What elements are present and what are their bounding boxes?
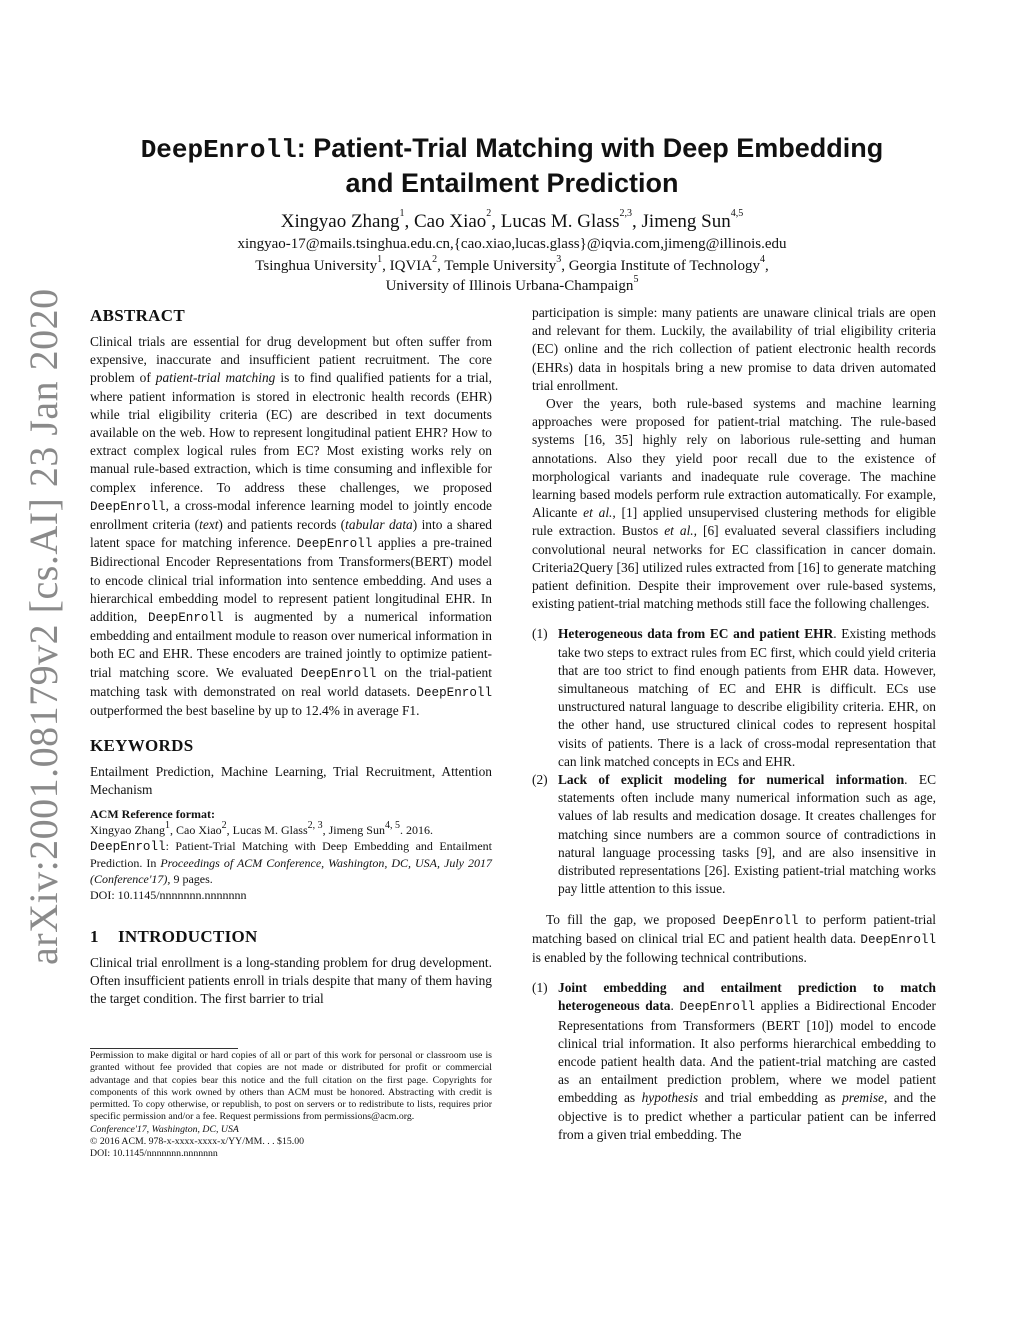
system-name: DeepEnroll [679,1000,756,1015]
affiliation-sup: 3 [556,254,562,265]
text-segment: to perform patient-trial matching based on clinical trial EC and patient health data. [532,911,936,946]
intro-heading [90,925,492,949]
footnote-rule [90,1048,238,1049]
acm-sup: 1 [164,819,170,831]
list-marker: (1) [532,626,548,642]
system-name: DeepEnroll [90,839,166,854]
intro-paragraph-3 [532,911,936,968]
text-segment: [1] applied unsupervised clustering methods for eligible rule extraction. Bustos [532,505,936,539]
challenge-text: . EC statements often include many numerical information such as age, values of lab results and medication dosage. It creates challenges for matching since numbers are a common source of contradictions in natural language processing tasks [9], and are also insensitive in distributed representations [26]. Existing patient-trial matching works pay little attention to this issue. [558,772,936,897]
abstract-segment: , a cross-modal inference learning model to jointly encode enrollment criteria ( [90,497,492,533]
acm-segment: : Patient-Trial Matching with Deep Embedding and Entailment Prediction. In [90,838,492,870]
text-segment: and trial embedding as [698,1090,843,1106]
challenge-list [532,625,936,898]
affiliation-name: Georgia Institute of Technology [568,258,760,274]
challenge-title: Heterogeneous data from EC and patient EHR [558,626,834,642]
section-number: 1 [90,926,99,946]
acm-segment: , Cao Xiao [169,822,222,837]
left-column [90,304,492,1008]
paper-title [60,132,964,200]
system-name: DeepEnroll [860,932,936,947]
text-segment: Over the years, both rule-based systems and machine learning approaches were proposed for patient-trial matching. The rule-based systems [16, 35] highly rely on laborious rule-setting and human annotations. Also they yield poor recall due to the existence of morphological variants and inadequate rule coverage. The machine learning based models perform rule extraction automatically. For example, Alicante [532,396,936,521]
author-sup: 1 [399,208,405,219]
abstract-segment: is augmented by a numerical information embedding and entailment module to reason over numerical information in both EC and EHR. These encoders are trained jointly to optimize patient-trial matching score. We evaluated [90,609,492,680]
title-system-name: DeepEnroll [140,135,297,165]
affiliation-name: University of Illinois Urbana-Champaign [385,278,634,294]
abstract-segment: ) into a shared latent space for matching inference. [90,517,492,551]
author-sup: 2,3 [619,208,633,219]
keywords-heading: KEYWORDS [90,736,194,756]
acm-sup: 2, 3 [307,819,323,831]
list-marker: (1) [532,980,548,996]
abstract-segment: is to find qualified patients for a trial, where patient information is stored in electronic health records (EHR) while trial eligibility criteria (EC) are described in text documents available on the web. How to represent longitudinal patient EHR? How to extract complex logical rules from EC? Most existing works rely on manual rule-based extraction, which is time consuming and inflexible for complex inference. To address these challenges, we proposed [90,370,492,495]
abstract-segment: ) and patients records ( [218,517,346,533]
acm-segment: , Lucas M. Glass [226,822,308,837]
system-name: DeepEnroll [416,685,492,700]
text-emphasis: hypothesis [641,1090,699,1106]
system-name: DeepEnroll [300,666,377,681]
intro-paragraph-1-continued: participation is simple: many patients are unaware clinical trials are open and relevant for them. Luckily, the availability of trial eligibility criteria (EC) online and the rich collection of patient electronic health records (EHRs) data in hospitals bring a new promise to data driven automated trial enrollment. [532,305,936,393]
spacer [532,899,936,911]
author-emails: xingyao-17@mails.tsinghua.edu.cn,{cao.xiao,lucas.glass}@iqvia.com,jimeng@illinois.edu [237,236,787,252]
text-emphasis: et al., [583,505,616,521]
affiliation-sup: 5 [633,274,639,285]
text-segment: is enabled by the following technical contributions. [532,949,807,965]
acm-segment: Xingyao Zhang [90,822,165,837]
title-line1: : Patient-Trial Matching with Deep Embedding [296,133,884,163]
acm-segment: . 2016. [399,822,433,837]
system-name: DeepEnroll [90,499,166,514]
acm-segment: 9 pages. [170,871,213,886]
acm-venue: Proceedings of ACM Conference, Washington, DC, USA, July 2017 (Conference'17), [90,855,492,886]
section-title: INTRODUCTION [118,926,258,946]
abstract-emphasis: text [199,517,219,533]
author-list: Xingyao Zhang$^1$, Cao Xiao$^2$, Lucas M. Glass$^{2,3}$, Jimeng Sun$^{4,5}$ [280,208,744,232]
abstract-segment: Clinical trials are essential for drug development but often suffer from expensive, inaccurate and insufficient patient recruitment. The core problem of [90,334,492,386]
abstract-segment: on the trial-patient matching task with demonstrated on real world datasets. [90,664,492,699]
affiliation-list: Tsinghua University$^1$, IQVIA$^2$, Temple University$^3$, Georgia Institute of Technology$^4$, University of Illinois Urbana-Champaign$^5$ [255,254,769,294]
intro-paragraph-2 [532,395,936,613]
spacer [532,613,936,625]
text-segment: To fill the gap, we proposed [546,911,723,927]
text-segment: . [670,998,680,1014]
abstract-segment: outperformed the best baseline by up to 12.4% in average F1. [90,703,420,719]
challenge-item [532,771,936,898]
abstract-text [90,333,492,720]
system-name: DeepEnroll [148,611,224,626]
affiliation-sup: 4 [759,254,765,265]
intro-paragraph-1: Clinical trial enrollment is a long-standing problem for drug development. Often insufficient patients enroll in trials despite that many of them having the target condition. The first barrier to trial [90,954,492,1007]
spacer [532,967,936,979]
text-emphasis: premise [842,1090,884,1106]
acm-doi: DOI: 10.1145/nnnnnnn.nnnnnnn [90,887,247,902]
title-line2: and Entailment Prediction [345,168,679,198]
conference-line: Conference'17, Washington, DC, USA [90,1123,239,1135]
author-sup: 4,5 [730,208,744,219]
acm-sup: 2 [221,819,227,831]
permission-notice: Permission to make digital or hard copies of all or part of this work for personal or classroom use is granted without fee provided that copies are not made or distributed for profit or commercial advantage and that copies bear this notice and the full citation on the first page. Copyrights for components of this work owned by others than ACM must be honored. Abstracting with credit is permitted. To copy otherwise, or republish, to post on servers or to redistribute to lists, requires prior specific permission and/or a fee. Request permissions from permissions@acm.org. [90,1050,492,1123]
right-column [532,304,936,1144]
affiliation-name: IQVIA [389,258,433,274]
author-name: Lucas M. Glass [500,211,620,232]
arxiv-stamp: arXiv:2001.08179v2 [cs.AI] 23 Jan 2020 [21,288,66,965]
system-name: DeepEnroll [296,537,373,552]
contribution-item [532,979,936,1144]
acm-segment: , Jimeng Sun [322,822,385,837]
acm-reference-text [90,819,492,903]
affiliation-name: Temple University [444,258,557,274]
acm-sup: 4, 5 [384,819,400,831]
affiliation-name: Tsinghua University [255,258,378,274]
affiliation-sup: 1 [377,254,383,265]
copyright-footnote [90,1050,492,1161]
contribution-title: Joint embedding and entailment prediction to match heterogeneous data [558,980,936,1014]
affiliation-sup: 2 [432,254,438,265]
system-name: DeepEnroll [722,913,799,928]
text-segment: [6] evaluated several classifiers including convolutional neural networks for EC classification in cancer domain. Criteria2Query [36] utilized rules extracted from [16] to generate matching patient definition. Despite their improvement over rule-based systems, existing patient-trial matching methods still face the following challenges. [532,523,936,612]
keywords-text: Entailment Prediction, Machine Learning, Trial Recruitment, Attention Mechanism [90,764,492,798]
text-segment: , and the objective is to predict whether a particular patient can be inferred from a given trial embedding. The [558,1090,936,1142]
spacer [90,720,492,734]
doi-line: DOI: 10.1145/nnnnnnn.nnnnnnn [90,1148,218,1160]
author-name: Cao Xiao [414,211,487,232]
spacer [90,903,492,925]
author-name: Xingyao Zhang [280,211,400,232]
author-name: Jimeng Sun [641,211,731,232]
acm-reference-heading: ACM Reference format: [90,806,216,821]
contribution-list [532,979,936,1144]
text-segment: applies a Bidirectional Encoder Representations from Transformers (BERT [10]) model to encode clinical trial information. It also performs hierarchical embedding to encode patient health data. And the patient-trial matching are casted as an entailment prediction problem, where we model patient embedding as [558,998,936,1106]
abstract-emphasis: patient-trial matching [155,370,276,386]
abstract-heading: ABSTRACT [90,306,185,325]
challenge-text: . Existing methods take two steps to extract rules from EC first, which could yield criteria that are too strict to find enough patients from EHR data. However, simultaneous matching of EC and EHR is difficult. ECs use unstructured natural language to describe eligibility criteria. EHR, on the other hand, use structured clinical codes to represent hospital visits of patients. There is a lack of cross-modal representation that can link matched concepts in ECs and EHR. [558,626,936,769]
text-emphasis: et al., [664,523,697,539]
abstract-emphasis: tabular data [345,517,413,533]
copyright-line: © 2016 ACM. 978-x-xxxx-xxxx-x/YY/MM. . . $15.00 [90,1136,304,1148]
author-sup: 2 [486,208,492,219]
abstract-segment: applies a pre-trained Bidirectional Encoder Representations from Transformers(BERT) model to encode clinical trial information into sentence embedding. And uses a hierarchical embedding model to represent patient longitudinal EHR. In addition, [90,535,493,625]
challenge-item [532,625,936,771]
list-marker: (2) [532,772,548,788]
challenge-title: Lack of explicit modeling for numerical information [558,772,905,788]
